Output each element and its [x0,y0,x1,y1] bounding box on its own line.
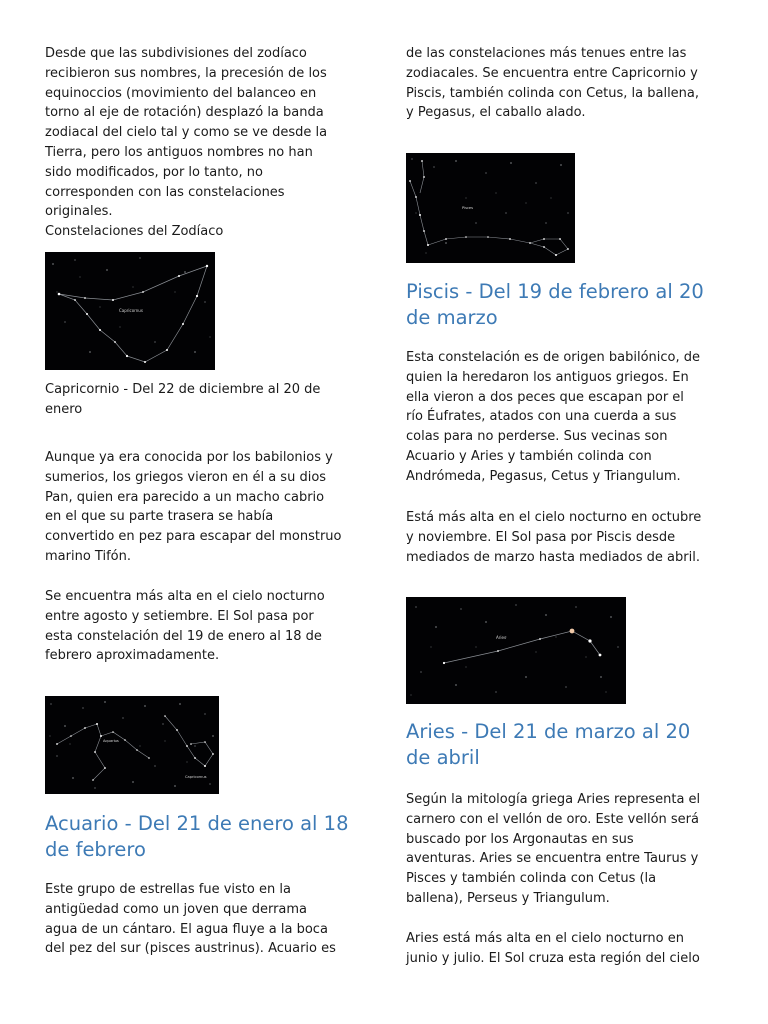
intro-line: Tierra, pero los antiguos nombres no han [45,144,313,160]
aries-star-map [406,597,626,704]
paragraph-line: marino Tifón. [45,548,131,564]
capricornio-caption [45,380,365,420]
paragraph-line: Pan, quien era parecido a un macho cabrio [45,489,325,505]
paragraph-line: Acuario y Aries y también colinda con [406,448,652,464]
piscis-heading [406,279,736,331]
paragraph-line: Pisces y también colinda con Cetus (la [406,871,657,887]
piscis-paragraph-2 [406,508,726,567]
aries-heading [406,719,736,771]
capricornus-star-map-svg [45,252,215,370]
intro-line: originales. [45,204,113,220]
intro-line: Desde que las subdivisiones del zodíaco [45,46,307,61]
paragraph-line: entre agosto y setiembre. El Sol pasa por [45,608,314,624]
paragraph-line: ella vieron a dos peces que escapan por el [406,389,684,405]
paragraph-line: agua de un cántaro. El agua fluye a la boca [45,921,328,937]
paragraph-line: Este grupo de estrellas fue visto en la [45,882,291,897]
heading-line: Acuario - Del 21 de enero al 18 [45,812,349,835]
piscis-paragraph-1 [406,348,726,487]
paragraph-line: de las constelaciones más tenues entre las [406,46,687,61]
intro-line: torno al eje de rotación) desplazó la banda [45,105,324,121]
paragraph-line: Según la mitología griega Aries representa el [406,792,701,807]
paragraph-line: Se encuentra más alta en el cielo nocturno [45,589,325,604]
heading-line: Aries - Del 21 de marzo al 20 [406,720,691,743]
capricornio-paragraph-2 [45,587,365,666]
paragraph-line: y Pegasus, el caballo alado. [406,105,586,121]
heading-line: de abril [406,746,480,769]
acuario-heading [45,811,375,863]
intro-line: recibieron sus nombres, la precesión de los [45,65,327,81]
paragraph-line: junio y julio. El Sol cruza esta región del cielo [406,950,700,966]
paragraph-line: aventuras. Aries se encuentra entre Taurus y [406,851,699,867]
paragraph-line: ballena), Perseus y Triangulum. [406,890,610,906]
paragraph-line: Esta constelación es de origen babilónico, de [406,350,700,365]
paragraph-line: zodiacales. Se encuentra entre Capricornio y [406,65,698,81]
paragraph-line: Piscis, también colinda con Cetus, la ballena, [406,85,700,101]
intro-line: sido modificados, por lo tanto, no [45,164,263,180]
left-column [45,44,365,242]
intro-line: corresponden con las constelaciones [45,184,285,200]
paragraph-line: sumerios, los griegos vieron en él a su dios [45,469,327,485]
aries-star-map-svg [406,597,626,704]
pisces-star-map [406,153,575,263]
caption-line: Capricornio - Del 22 de diciembre al 20 de [45,382,321,397]
acuario-paragraph-1 [45,880,365,959]
capricornio-paragraph-1 [45,448,365,567]
pisces-image-label: Pisces [462,206,474,210]
aries-paragraph-1 [406,790,726,909]
paragraph-line: quien la heredaron los antiguos griegos. En [406,369,689,385]
aries-paragraph-2 [406,929,726,969]
paragraph-line: carnero con el vellón de oro. Este vellón será [406,811,699,827]
paragraph-line: del pez del sur (pisces austrinus). Acuario es [45,941,336,957]
aquarius-image-label: Aquarius [103,739,119,743]
section-label: Constelaciones del Zodíaco [45,224,224,240]
aquarius-star-map [45,696,219,794]
paragraph-line: esta constelación del 19 de enero al 18 de [45,628,322,644]
paragraph-line: febrero aproximadamente. [45,648,220,664]
heading-line: Piscis - Del 19 de febrero al 20 [406,280,704,303]
intro-line: zodiacal del cielo tal y como se ve desde la [45,125,328,141]
paragraph-line: Andrómeda, Pegasus, Cetus y Triangulum. [406,468,681,484]
paragraph-line: en el que su parte trasera se había [45,509,274,525]
caption-line: enero [45,401,83,417]
pisces-star-map-svg [406,153,575,263]
aquarius-star-map-svg [45,696,219,794]
heading-line: de marzo [406,306,498,329]
paragraph-line: Está más alta en el cielo nocturno en octubre [406,510,702,525]
paragraph-line: antigüedad como un joven que derrama [45,901,308,917]
capricornus-star-map [45,252,215,370]
intro-line: equinoccios (movimiento del balanceo en [45,85,317,101]
paragraph-line: mediados de marzo hasta mediados de abril. [406,549,700,565]
heading-line: de febrero [45,838,146,861]
capricornus-image-label-2: Capricornus [185,775,207,779]
paragraph-line: buscado por los Argonautas en sus [406,831,634,847]
paragraph-line: río Éufrates, atados con una cuerda a sus [406,409,677,425]
paragraph-line: Aunque ya era conocida por los babilonios y [45,450,333,465]
right-top-paragraph [406,44,726,123]
paragraph-line: Aries está más alta en el cielo nocturno en [406,931,684,946]
paragraph-line: convertido en pez para escapar del monstruo [45,529,342,545]
paragraph-line: colas para no perderse. Sus vecinas son [406,429,668,445]
paragraph-line: y noviembre. El Sol pasa por Piscis desde [406,529,676,545]
capricornus-image-label: Capricornus [119,308,143,313]
aries-image-label: Aries [496,635,507,640]
